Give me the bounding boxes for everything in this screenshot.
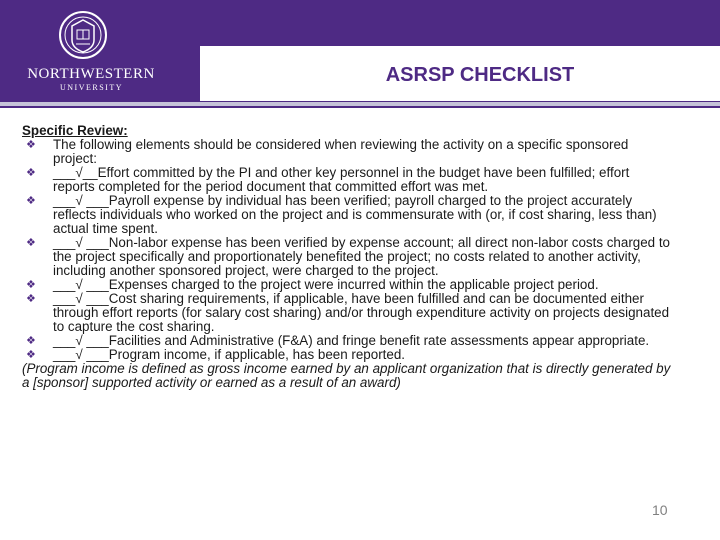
diamond-bullet-icon: ❖ bbox=[26, 139, 36, 151]
list-item bbox=[22, 166, 672, 194]
diamond-bullet-icon: ❖ bbox=[26, 293, 36, 305]
diamond-bullet-icon: ❖ bbox=[26, 167, 36, 179]
slide-title: ASRSP CHECKLIST bbox=[385, 64, 575, 86]
section-heading: Specific Review: bbox=[22, 123, 128, 138]
checklist bbox=[22, 138, 672, 362]
list-item bbox=[22, 334, 672, 348]
slide-body bbox=[22, 124, 672, 390]
list-item-text: ___√ ___Cost sharing requirements, if applicable, have been fulfilled and can be documented either through effort reports (for salary cost sharing) and/or through expenditure activity on projects designated to capture the cost sharing. bbox=[53, 291, 670, 334]
list-item bbox=[22, 278, 672, 292]
list-item bbox=[22, 138, 672, 166]
footnote: (Program income is defined as gross income earned by an applicant organization that is directly generated by a [sponsor] supported activity or earned as a result of an award) bbox=[22, 361, 671, 390]
university-logo-subtitle: UNIVERSITY bbox=[60, 83, 123, 92]
diamond-bullet-icon: ❖ bbox=[26, 237, 36, 249]
list-item-text: The following elements should be considered when reviewing the activity on a specific sponsored project: bbox=[53, 137, 629, 166]
title-box bbox=[200, 46, 720, 101]
diamond-bullet-icon: ❖ bbox=[26, 279, 36, 291]
list-item bbox=[22, 292, 672, 334]
list-item-text: ___√ ___Expenses charged to the project were incurred within the applicable project period. bbox=[53, 277, 599, 292]
slide-header bbox=[0, 0, 720, 108]
header-divider bbox=[0, 102, 720, 106]
list-item bbox=[22, 348, 672, 362]
diamond-bullet-icon: ❖ bbox=[26, 195, 36, 207]
diamond-bullet-icon: ❖ bbox=[26, 335, 36, 347]
university-logo-wordmark: NORTHWESTERN bbox=[27, 66, 155, 82]
list-item-text: ___√ ___Payroll expense by individual has been verified; payroll charged to the project accurately reflects individuals who worked on the project and is commensurate with (or, if cost sharing, less than) actual time spent. bbox=[53, 193, 657, 236]
list-item-text: ___√ ___Facilities and Administrative (F&A) and fringe benefit rate assessments appear appropriate. bbox=[53, 333, 650, 348]
list-item bbox=[22, 194, 672, 236]
list-item bbox=[22, 236, 672, 278]
list-item-text: ___√ ___Program income, if applicable, has been reported. bbox=[53, 347, 406, 362]
list-item-text: ___√ ___Non-labor expense has been verified by expense account; all direct non-labor costs charged to the project specifically and proportionately benefited the project; no costs related to another activity, including another sponsored project, were charged to the project. bbox=[53, 235, 671, 278]
page-number: 10 bbox=[652, 502, 668, 518]
list-item-text: ___√__Effort committed by the PI and other key personnel in the budget have been fulfilled; effort reports completed for the period document that committed effort was met. bbox=[53, 165, 630, 194]
diamond-bullet-icon: ❖ bbox=[26, 349, 36, 361]
university-seal-icon bbox=[58, 10, 108, 60]
